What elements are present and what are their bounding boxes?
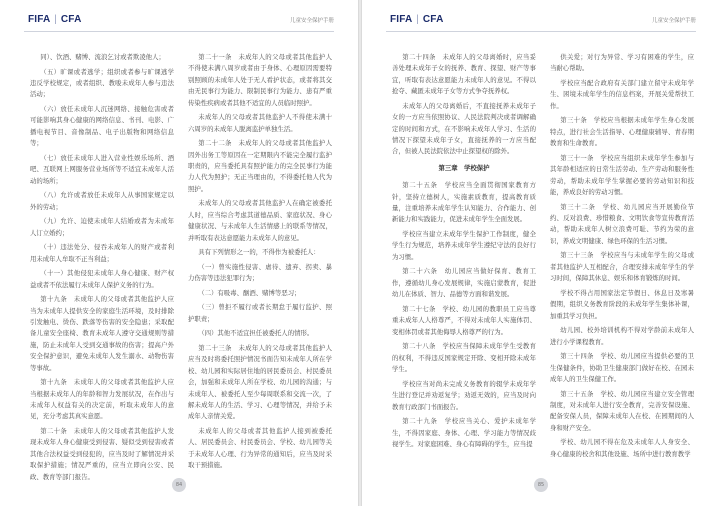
paragraph: （四）其他不适宜担任被委托人的情形。 <box>198 329 314 338</box>
paragraph: 同）、饮酒、赌博、流浪乞讨或者欺凌他人； <box>40 53 165 61</box>
paragraph: （一）曾实施性侵害、虐待、遗弃、拐卖、暴力伤害等违法犯罪行为； <box>188 262 332 283</box>
left-column-1 <box>30 52 174 482</box>
chapter-heading: 第三章 学校保护 <box>438 163 490 172</box>
paragraph: 未成年人的父母或者其他监护人在确定被委托人时，应当综合考虑其道德品质、家庭状况、身心健康状况、与未成年人生活情感上的联系等情况，并听取有表达意愿能力未成年人的意见。 <box>188 199 332 242</box>
fifa-cfa-logo <box>28 14 82 25</box>
paragraph: 第二十四条 未成年人的父母离婚时，应当妥善处理未成年子女的抚养、教育、探望、财产等事宜，听取有表达意愿能力未成年人的意见。不得以抢夺、藏匿未成年子女等方式争夺抚养权。 <box>392 53 536 96</box>
paragraph: 第三十一条 学校应当组织未成年学生参加与其年龄相适应的日常生活劳动、生产劳动和服务性劳动，帮助未成年学生掌握必要的劳动知识和技能，养成良好的劳动习惯。 <box>550 153 694 197</box>
paragraph: 第二十二条 未成年人的父母或者其他监护人因外出务工等原因在一定期限内不能完全履行监护职责的，应当委托具有照护能力的完全民事行为能力人代为照护；无正当理由的，不得委托他人代为照护。 <box>188 139 332 193</box>
paragraph: （七）放任未成年人进入营业性娱乐场所、酒吧、互联网上网服务营业场所等不适宜未成年人活动的场所； <box>30 153 174 185</box>
right-column-2 <box>550 52 694 482</box>
paragraph: 第二十九条 学校应当关心、爱护未成年学生，不得因家庭、身体、心理、学习能力等情况歧视学生。对家庭困难、身心有障碍的学生，应当提 <box>392 417 536 448</box>
logo-fifa: FIFA <box>390 14 413 25</box>
paragraph: （二）有吸毒、酗酒、赌博等恶习； <box>198 288 301 297</box>
header-title: 儿童安全保护手册 <box>289 18 334 24</box>
paragraph: 第二十一条 未成年人的父母或者其他监护人不得使未满八周岁或者由于身体、心理原因需要特别照顾的未成年人处于无人看护状态，或者将其交由无民事行为能力、限制民事行为能力、患有严重传染性疾病或者其他不适宜的人员临时照护。 <box>188 53 332 107</box>
paragraph: 第二十六条 幼儿园应当做好保育、教育工作，遵循幼儿身心发展规律，实施启蒙教育，促进幼儿在体质、智力、品德等方面和谐发展。 <box>392 267 536 299</box>
paragraph: 第三十四条 学校、幼儿园应当提供必要的卫生保健条件，协助卫生健康部门做好在校、在园未成年人的卫生保健工作。 <box>550 352 694 384</box>
paragraph: 第二十七条 学校、幼儿园的教职员工应当尊重未成年人人格尊严，不得对未成年人实施体罚、变相体罚或者其他侮辱人格尊严的行为。 <box>392 304 536 336</box>
paragraph: （八）允许或者放任未成年人从事国家规定以外的劳动； <box>30 191 174 211</box>
paragraph: 第三十三条 学校应当与未成年学生的父母或者其他监护人互相配合，合理安排未成年学生的学习时间，保障其休息、娱乐和体育锻炼的时间。 <box>550 251 694 283</box>
paragraph: 第三十五条 学校、幼儿园应当建立安全管理制度，对未成年人进行安全教育，完善安保设施、配备安保人员，保障未成年人在校、在园期间的人身和财产安全。 <box>550 389 694 432</box>
right-page <box>362 0 720 506</box>
logo-cfa: CFA <box>422 14 444 25</box>
right-column-1 <box>392 52 536 482</box>
fifa-cfa-logo <box>390 14 444 25</box>
paragraph: 第二十三条 未成年人的父母或者其他监护人应当及时将委托照护情况书面告知未成年人所在学校、幼儿园和实际居住地的居民委员会、村民委员会，加强和未成年人所在学校、幼儿园的沟通；与未成年人、被委托人至少每周联系和交流一次，了解未成年人的生活、学习、心理等情况，并给予未成年人亲情关爱。 <box>188 344 332 421</box>
logo-separator: | <box>416 14 419 25</box>
page-header <box>362 0 720 34</box>
paragraph: 第三十二条 学校、幼儿园应当开展勤俭节约、反对浪费、珍惜粮食、文明饮食等宣传教育活动，帮助未成年人树立浪费可耻、节约为荣的意识，养成文明健康、绿色环保的生活习惯。 <box>550 202 694 245</box>
paragraph: 第二十五条 学校应当全面贯彻国家教育方针，坚持立德树人，实施素质教育，提高教育质量，注重培养未成年学生认知能力、合作能力、创新能力和实践能力，促进未成年学生全面发展。 <box>392 181 536 224</box>
paragraph: 具有下列情形之一的，不得作为被委托人： <box>198 248 320 257</box>
paragraph: 幼儿园、校外培训机构不得对学龄前未成年人进行小学课程教育。 <box>550 326 694 346</box>
left-text-columns <box>30 52 332 482</box>
paragraph: 学校应当对尚未完成义务教育的辍学未成年学生进行登记并劝返复学；劝返无效的，应当及时向教育行政部门书面报告。 <box>392 379 536 411</box>
paragraph: （五）旷课或者逃学；组织或者参与旷课逃学违反学校规定，或者组织、教唆未成年人参与违法活动； <box>30 67 174 99</box>
paragraph: （九）允许、迫使未成年人结婚或者为未成年人订立婚约； <box>30 217 174 237</box>
logo-cfa: CFA <box>60 14 82 25</box>
left-column-2 <box>188 52 332 482</box>
paragraph: 供关爱；对行为异常、学习有困难的学生，应当耐心帮助。 <box>550 53 694 73</box>
logo-separator: | <box>54 14 57 25</box>
page-number-right: 85 <box>534 478 548 492</box>
header-title: 儿童安全保护手册 <box>651 18 696 24</box>
paragraph: 第十九条 未成年人的父母或者其他监护人应当为未成年人提供安全的家庭生活环境，及时排除引发触电、烫伤、跌落等伤害的安全隐患；采取配备儿童安全座椅、教育未成年人遵守交通规则等措施，防止未成年人受到交通事故的伤害；提高户外安全保护意识，避免未成年人发生溺水、动物伤害等事故。 <box>30 295 174 372</box>
paragraph: 学校应当建立未成年学生保护工作制度，健全学生行为规范，培养未成年学生遵纪守法的良好行为习惯。 <box>392 230 536 261</box>
paragraph: 未成年人的父母或者其他监护人不得使未满十六周岁的未成年人脱离监护单独生活。 <box>188 113 332 133</box>
paragraph: （三）曾拒不履行或者长期怠于履行监护、照护职责； <box>188 303 332 323</box>
page-number-left: 84 <box>172 478 186 492</box>
paragraph: 第二十八条 学校应当保障未成年学生受教育的权利，不得违反国家规定开除、变相开除未成年学生。 <box>392 342 536 374</box>
right-text-columns <box>392 52 694 482</box>
paragraph: 未成年人的父母离婚后，不直接抚养未成年子女的一方应当依照协议、人民法院判决或者调解确定的时间和方式，在不影响未成年人学习、生活的情况下探望未成年子女，直接抚养的一方应当配合，但被人民法院依法中止探望权的除外。 <box>392 101 536 156</box>
paragraph: 第三十条 学校应当根据未成年学生身心发展特点，进行社会生活指导、心理健康辅导、青春期教育和生命教育。 <box>550 116 694 148</box>
header-rule <box>386 31 696 32</box>
paragraph: 学校不得占用国家法定节假日、休息日及寒暑假期，组织义务教育阶段的未成年学生集体补课，加重其学习负担。 <box>550 288 694 320</box>
paragraph: （十一）其他侵犯未成年人身心健康、财产权益或者不依法履行未成年人保护义务的行为。 <box>30 269 174 289</box>
paragraph: 第十九条 未成年人的父母或者其他监护人应当根据未成年人的年龄和智力发展状况，在作出与未成年人权益有关的决定前，听取未成年人的意见，充分考虑其真实意愿。 <box>30 378 174 421</box>
paragraph: 学校、幼儿园不得在危及未成年人人身安全、身心健康的校舍和其他设施、场所中进行教育教学 <box>550 438 694 458</box>
paragraph: 第二十条 未成年人的父母或者其他监护人发现未成年人身心健康受到侵害、疑似受到侵害或者其他合法权益受到侵犯的，应当及时了解情况并采取保护措施；情况严重的，应当立即向公安、民政、教育等部门报告。 <box>30 427 174 481</box>
page-header <box>0 0 358 34</box>
paragraph: 学校应当配合政府有关部门建立留守未成年学生、困境未成年学生的信息档案，开展关爱帮扶工作。 <box>550 79 694 110</box>
header-rule <box>24 31 334 32</box>
paragraph: 未成年人的父母或者其他监护人接到被委托人、居民委员会、村民委员会、学校、幼儿园等关于未成年人心理、行为异常的通知后，应当及时采取干预措施。 <box>188 427 332 470</box>
left-page <box>0 0 358 506</box>
paragraph: （六）放任未成年人沉迷网络、接触危害或者可能影响其身心健康的网络信息、书刊、电影、广播电视节目、音像制品、电子出版物和网络信息等； <box>30 105 174 148</box>
logo-fifa: FIFA <box>28 14 51 25</box>
paragraph: （十）违法处分、侵吞未成年人的财产或者利用未成年人牟取不正当利益； <box>30 243 174 263</box>
